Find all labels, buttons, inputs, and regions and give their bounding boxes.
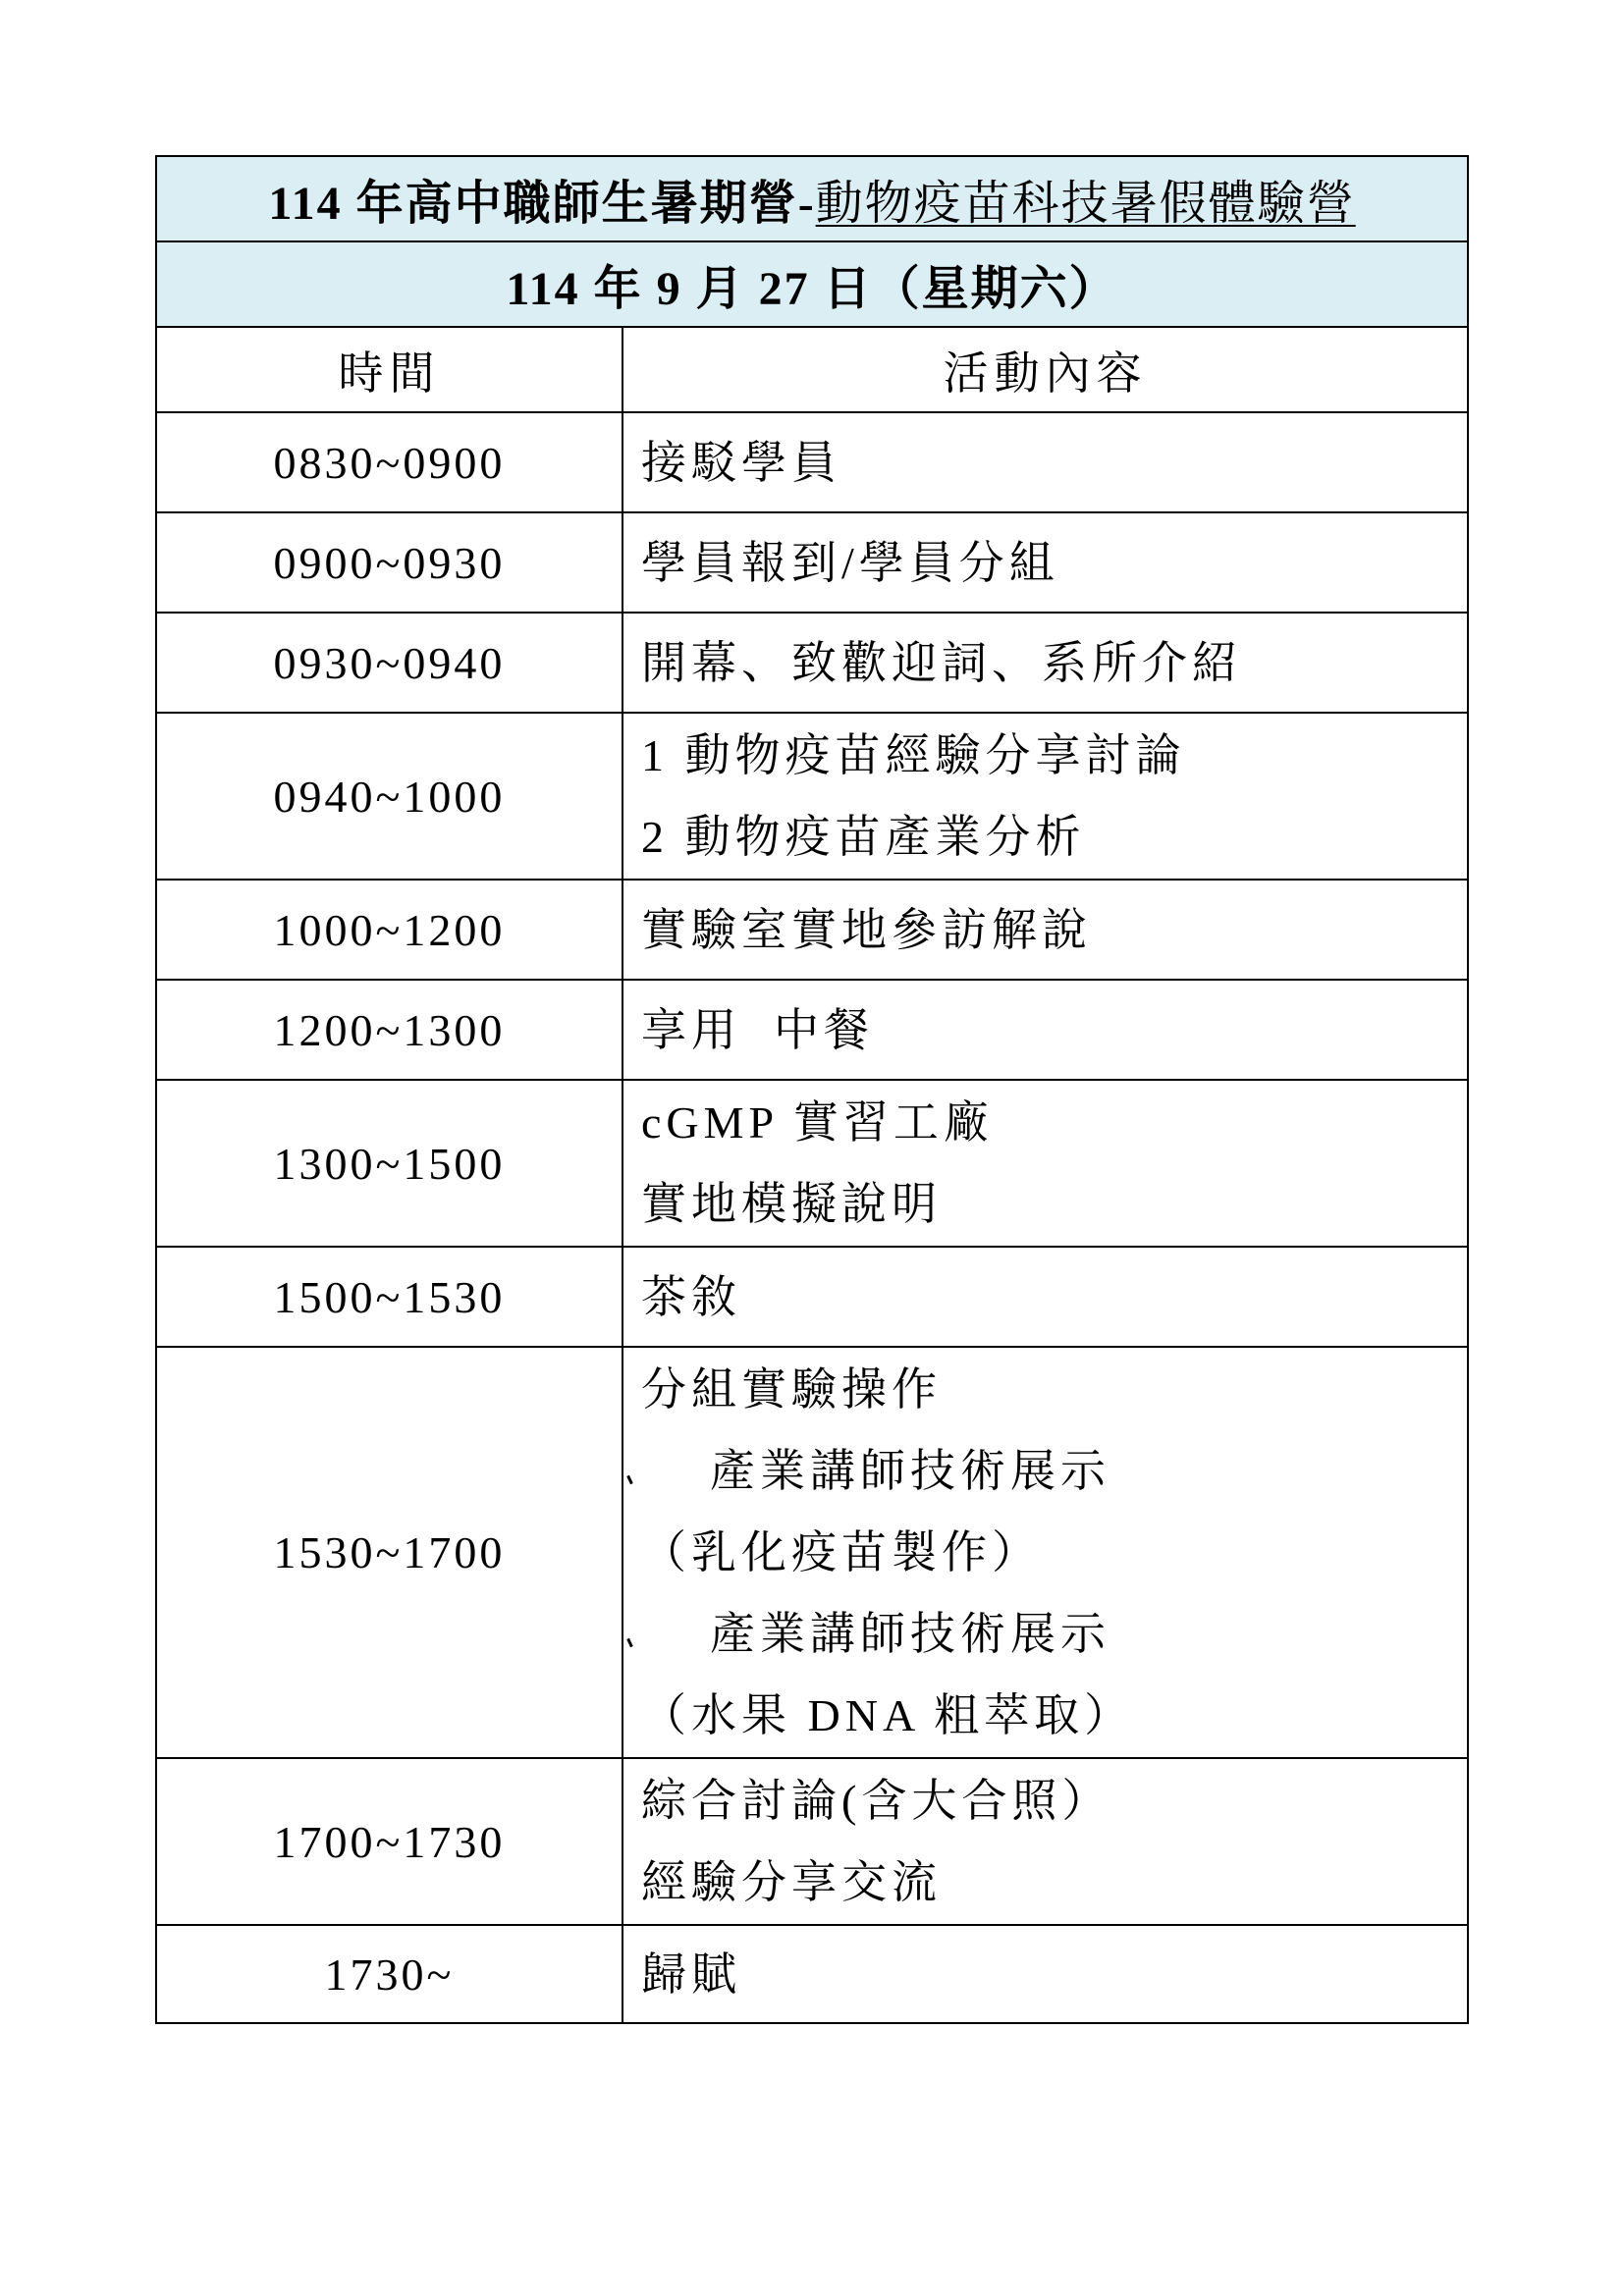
activity-line: 實地模擬說明 xyxy=(641,1179,942,1229)
activity-line: （乳化疫苗製作） xyxy=(641,1527,1042,1577)
activity-line: 經驗分享交流 xyxy=(641,1857,942,1907)
activity-subitem-text: 產業講師技術展示 xyxy=(710,1609,1110,1659)
time-range: 0900~0930 xyxy=(273,537,506,588)
schedule-row xyxy=(156,713,1468,880)
schedule-row xyxy=(156,512,1468,613)
activity-line: 分組實驗操作 xyxy=(641,1364,942,1415)
activity-cell xyxy=(623,880,1468,980)
title-row xyxy=(156,156,1468,241)
list-bullet-mark xyxy=(626,1475,633,1484)
time-range: 0930~0940 xyxy=(273,637,506,688)
schedule-row xyxy=(156,1080,1468,1247)
title-separator: - xyxy=(797,178,816,230)
time-cell xyxy=(156,1347,623,1758)
time-range: 1700~1730 xyxy=(273,1816,506,1867)
activity-line: 歸賦 xyxy=(641,1949,741,2000)
activity-subitem xyxy=(641,1593,1467,1675)
date-row xyxy=(156,241,1468,327)
activity-cell xyxy=(623,1247,1468,1347)
time-range: 1200~1300 xyxy=(273,1004,506,1055)
activity-line: cGMP 實習工廠 xyxy=(641,1097,994,1148)
activity-line: 茶敘 xyxy=(641,1271,741,1322)
activity-line: 學員報到/學員分組 xyxy=(641,537,1059,588)
time-cell xyxy=(156,1758,623,1925)
time-cell xyxy=(156,880,623,980)
time-range: 1000~1200 xyxy=(273,904,506,955)
time-cell xyxy=(156,713,623,880)
list-bullet-mark xyxy=(626,1638,633,1647)
activity-cell xyxy=(623,1925,1468,2023)
header-time-label: 時間 xyxy=(338,347,441,399)
activity-line: 1 動物疫苗經驗分享討論 xyxy=(641,730,1186,780)
activity-cell xyxy=(623,613,1468,713)
camp-title: 114 年高中職師生暑期營 xyxy=(268,178,798,230)
activity-line: 接駁學員 xyxy=(641,437,841,488)
schedule-row xyxy=(156,1925,1468,2023)
activity-cell xyxy=(623,412,1468,512)
activity-cell xyxy=(623,1080,1468,1247)
activity-cell xyxy=(623,1758,1468,1925)
activity-cell xyxy=(623,980,1468,1080)
schedule-row xyxy=(156,880,1468,980)
time-range: 1300~1500 xyxy=(273,1138,506,1189)
schedule-table xyxy=(155,155,1469,2024)
table-body xyxy=(156,156,1468,2023)
activity-cell xyxy=(623,1347,1468,1758)
date-cell xyxy=(156,241,1468,327)
header-activity-cell xyxy=(623,327,1468,412)
time-cell xyxy=(156,1080,623,1247)
time-cell xyxy=(156,980,623,1080)
activity-line: 開幕、致歡迎詞、系所介紹 xyxy=(641,637,1242,688)
schedule-row xyxy=(156,1758,1468,1925)
time-cell xyxy=(156,1247,623,1347)
time-range: 1730~ xyxy=(324,1949,455,2000)
camp-subtitle: 動物疫苗科技暑假體驗營 xyxy=(815,178,1356,230)
time-range: 0940~1000 xyxy=(273,771,506,822)
header-time-cell xyxy=(156,327,623,412)
activity-subitem xyxy=(641,1430,1467,1512)
time-range: 0830~0900 xyxy=(273,437,506,488)
event-date: 114 年 9 月 27 日（星期六） xyxy=(506,263,1118,315)
schedule-row xyxy=(156,980,1468,1080)
activity-line: 享用 中餐 xyxy=(641,1004,874,1055)
schedule-row xyxy=(156,1247,1468,1347)
activity-line: 實驗室實地參訪解說 xyxy=(641,904,1092,955)
time-range: 1530~1700 xyxy=(273,1527,506,1577)
activity-line: （水果 DNA 粗萃取） xyxy=(641,1690,1135,1740)
header-row xyxy=(156,327,1468,412)
time-cell xyxy=(156,1925,623,2023)
schedule-row xyxy=(156,1347,1468,1758)
activity-cell xyxy=(623,713,1468,880)
activity-line: 綜合討論(含大合照） xyxy=(641,1776,1112,1826)
time-cell xyxy=(156,412,623,512)
header-activity-label: 活動內容 xyxy=(943,347,1148,399)
activity-line: 2 動物疫苗產業分析 xyxy=(641,812,1086,862)
title-cell xyxy=(156,156,1468,241)
time-cell xyxy=(156,512,623,613)
activity-cell xyxy=(623,512,1468,613)
schedule-row xyxy=(156,412,1468,512)
activity-subitem-text: 產業講師技術展示 xyxy=(710,1446,1110,1496)
time-cell xyxy=(156,613,623,713)
time-range: 1500~1530 xyxy=(273,1271,506,1322)
schedule-row xyxy=(156,613,1468,713)
